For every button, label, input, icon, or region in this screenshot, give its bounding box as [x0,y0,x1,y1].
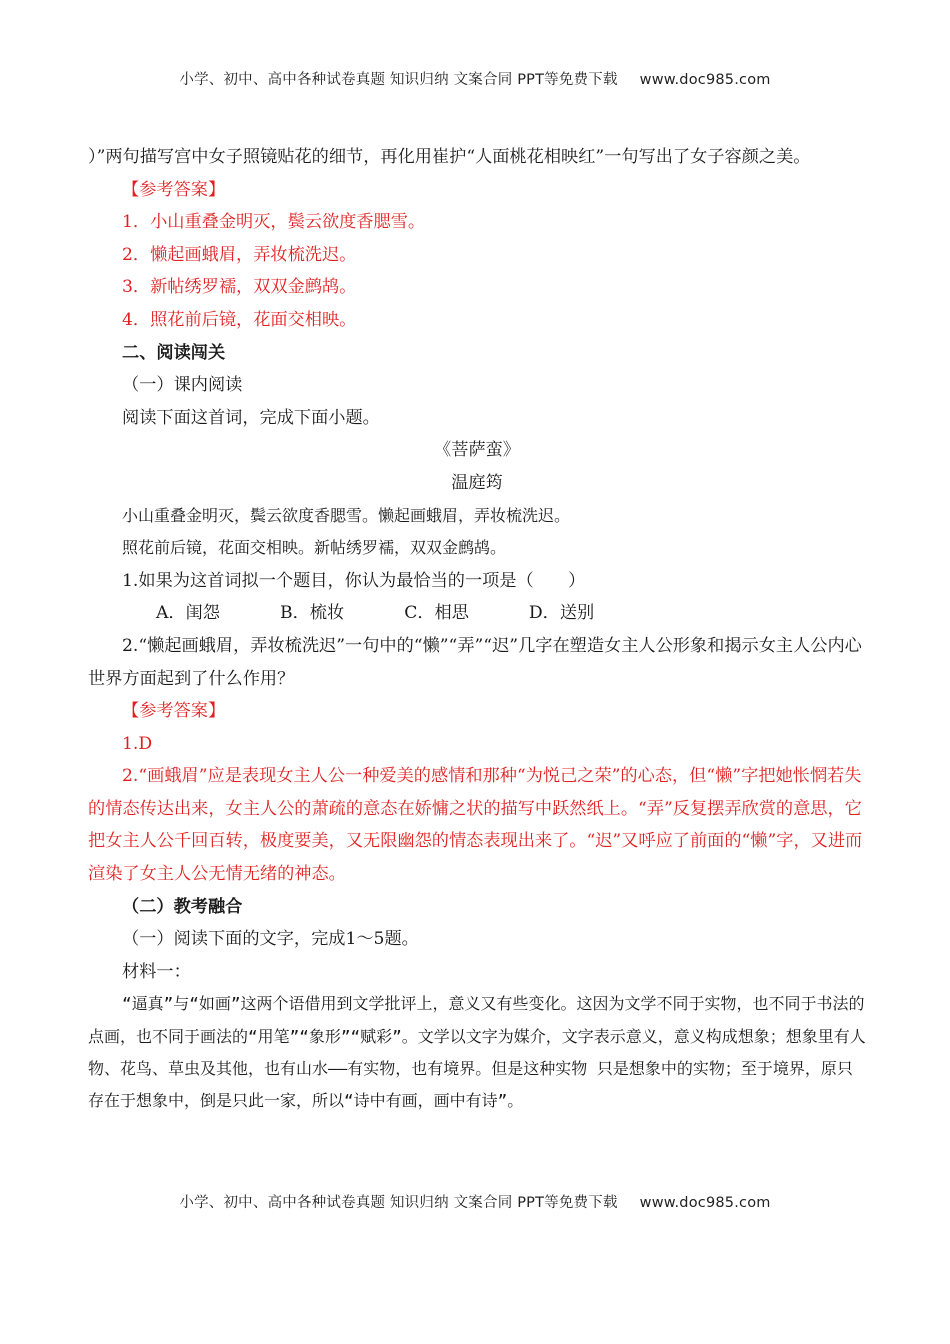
poem-title: 《菩萨蛮》 [434,440,520,461]
option-b: B．梳妆 [279,603,345,624]
answer-label: 【参考答案】 [122,179,226,200]
question-2: 2.“懒起画蛾眉，弄妆梳洗迟”一句中的“懒”“弄”“迟”几字在塑造女主人公形象和揭示女主人公内心世界方面起到了什么作用？ [88,635,862,689]
instruction: （一）阅读下面的文字，完成1～5题。 [122,929,419,950]
answer-label: 【参考答案】 [122,701,226,722]
poem-line: 小山重叠金明灭，鬓云欲度香腮雪。懒起画蛾眉，弄妆梳洗迟。 [122,505,571,525]
answer-item: 2．懒起画蛾眉，弄妆梳洗迟。 [122,244,357,265]
footer-url[interactable]: www.doc985.com [639,1195,771,1211]
header-url[interactable]: www.doc985.com [639,72,771,88]
instruction: 阅读下面这首词，完成下面小题。 [122,407,380,428]
page-header [0,68,950,89]
section-heading: 二、阅读闯关 [122,342,226,363]
footer-text: 小学、初中、高中各种试卷真题 知识归纳 文案合同 PPT等免费下载 [179,1195,618,1211]
header-text: 小学、初中、高中各种试卷真题 知识归纳 文案合同 PPT等免费下载 [179,72,618,88]
subsection-heading: （一）课内阅读 [122,375,243,396]
answer-item: 1．小山重叠金明灭，鬓云欲度香腮雪。 [122,212,426,233]
answer-item: 4．照花前后镜，花面交相映。 [122,309,357,330]
intro-paragraph: ）”两句描写宫中女子照镜贴花的细节，再化用崔护“人面桃花相映红”一句写出了女子容颜之美。 [88,147,811,167]
answer-item: 3．新帖绣罗襦，双双金鹧鸪。 [122,277,357,298]
subsection-heading: （二）教考融合 [122,896,243,917]
page-footer [0,1191,950,1212]
option-a: A．闺怨 [156,603,220,624]
material-text: “逼真”与“如画”这两个语借用到文学批评上，意义又有些变化。这因为文学不同于实物，也不同于书法的点画，也不同于画法的“用笔”“象形”“赋彩”。文学以文字为媒介，文字表示意义，意义构成想象；想象里有人物、花鸟、草虫及其他，也有山水——有实物，也有境界。但是这种实物 只是想象中的实物；至于境界，原只存在于想象中，倒是只此一家，所以“诗中有画，画中有诗”。 [88,994,866,1111]
question-1-options [88,597,866,630]
material-label: 材料一： [122,961,191,982]
question-1: 1.如果为这首词拟一个题目，你认为最恰当的一项是（ ） [122,570,586,591]
answer-1: 1.D [122,733,153,754]
option-c: C．相思 [404,603,469,624]
poem-author: 温庭筠 [451,472,503,493]
poem-line: 照花前后镜，花面交相映。新帖绣罗襦，双双金鹧鸪。 [122,538,507,558]
option-d: D．送别 [528,603,595,624]
document-body [88,141,866,1117]
answer-2: 2.“画蛾眉”应是表现女主人公一种爱美的感情和那种“为悦己之荣”的心态，但“懒”字把她怅惘若失的情态传达出来，女主人公的萧疏的意态在娇慵之状的描写中跃然纸上。“弄”反复摆弄欣赏的意思，它把女主人公千回百转，极度要美，又无限幽怨的情态表现出来了。“迟”又呼应了前面的“懒”字，又进而渲染了女主人公无情无绪的神态。 [88,766,863,885]
